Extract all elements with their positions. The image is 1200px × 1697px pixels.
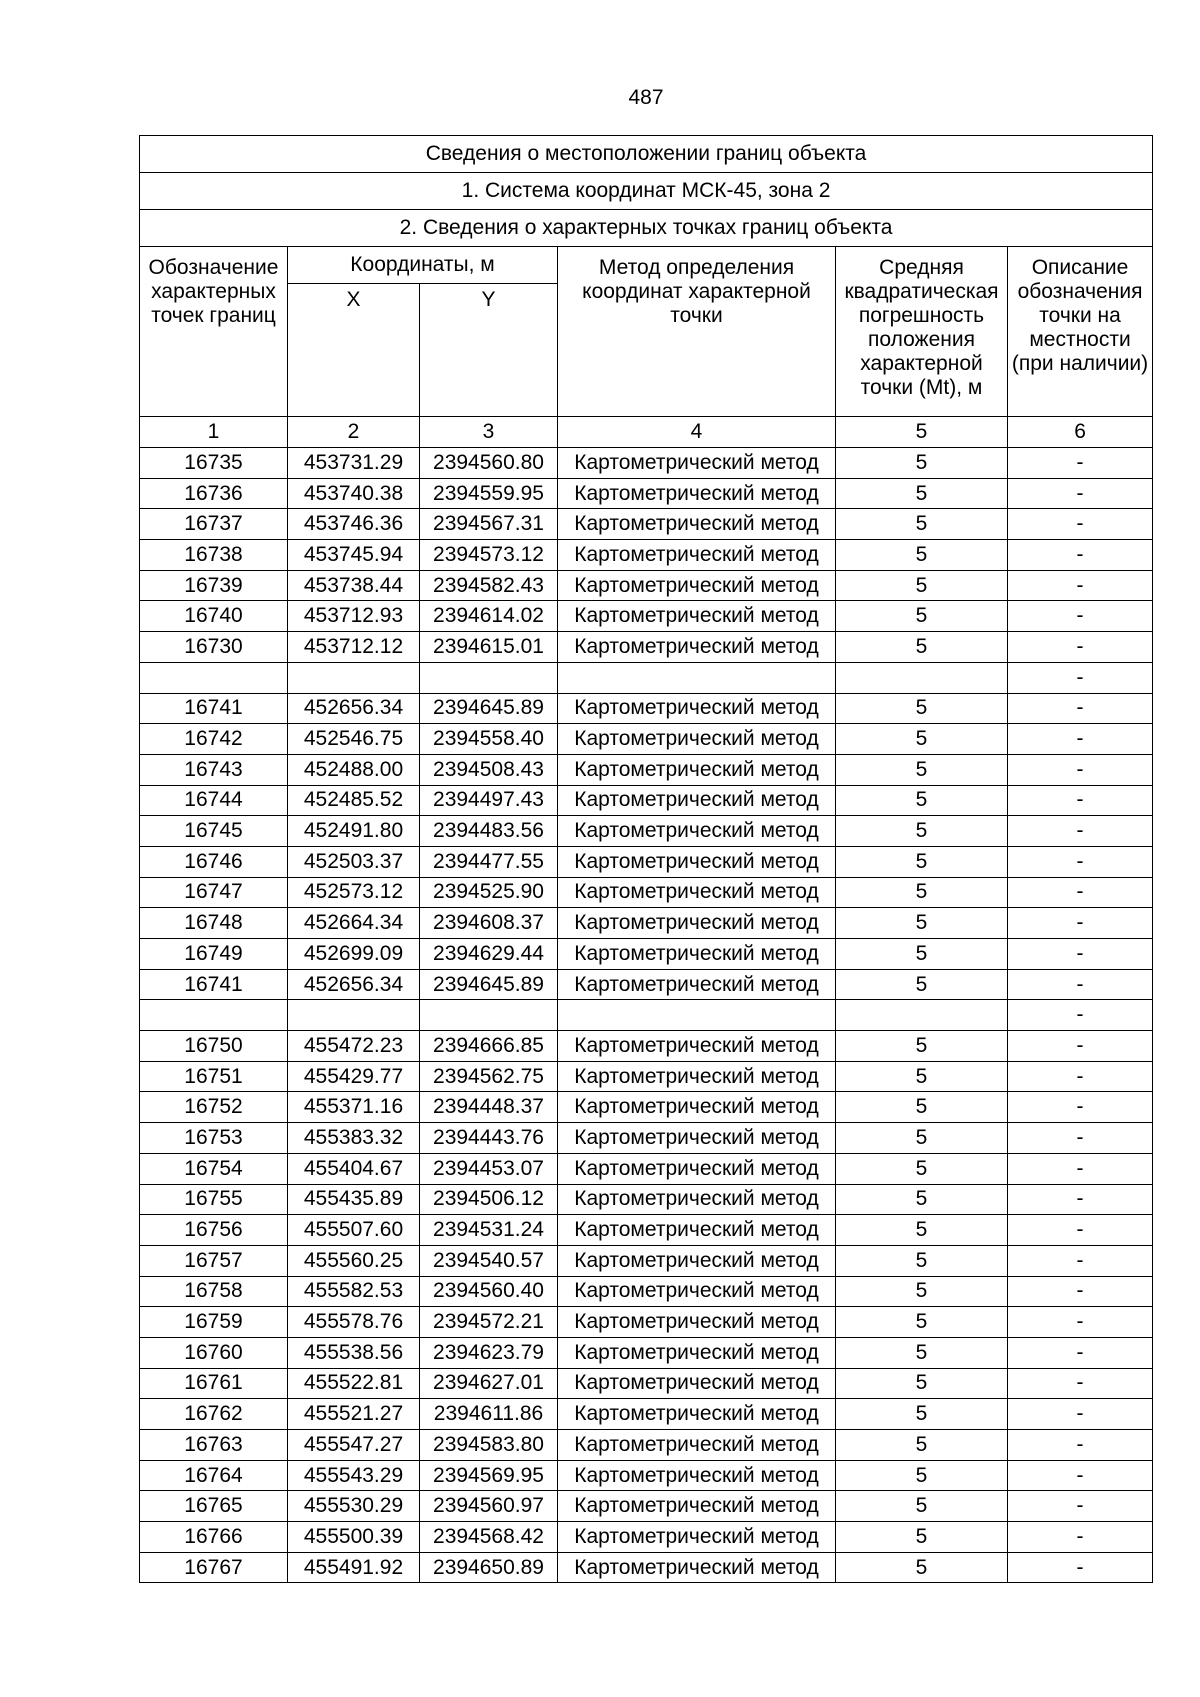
- x-coordinate-cell: 452699.09: [288, 939, 420, 970]
- y-coordinate-cell: 2394615.01: [420, 632, 558, 663]
- x-coordinate-cell: 453740.38: [288, 478, 420, 509]
- error-cell: 5: [836, 601, 1008, 632]
- y-coordinate-cell: 2394629.44: [420, 939, 558, 970]
- method-cell: Картометрический метод: [558, 540, 836, 571]
- table-row: [140, 632, 1153, 663]
- table-row: [140, 1430, 1153, 1461]
- method-cell: Картометрический метод: [558, 1399, 836, 1430]
- method-cell: Картометрический метод: [558, 1215, 836, 1246]
- point-id-cell: 16742: [140, 724, 288, 755]
- error-cell: 5: [836, 1307, 1008, 1338]
- table-row: [140, 1552, 1153, 1583]
- error-cell: 5: [836, 632, 1008, 663]
- x-coordinate-cell: 453746.36: [288, 509, 420, 540]
- error-cell: 5: [836, 1123, 1008, 1154]
- header-description: Описание обозначения точки на местности (при наличии): [1008, 247, 1153, 417]
- error-cell: 5: [836, 478, 1008, 509]
- method-cell: Картометрический метод: [558, 1522, 836, 1553]
- x-coordinate-cell: 455547.27: [288, 1430, 420, 1461]
- table-row: [140, 693, 1153, 724]
- error-cell: 5: [836, 908, 1008, 939]
- header-coordinates: Координаты, м: [288, 247, 558, 284]
- x-coordinate-cell: 455543.29: [288, 1460, 420, 1491]
- x-coordinate-cell: 455530.29: [288, 1491, 420, 1522]
- point-id-cell: 16759: [140, 1307, 288, 1338]
- description-cell: -: [1008, 1215, 1153, 1246]
- description-cell: -: [1008, 662, 1153, 693]
- point-id-cell: 16765: [140, 1491, 288, 1522]
- error-cell: 5: [836, 1215, 1008, 1246]
- table-row: [140, 1399, 1153, 1430]
- point-id-cell: 16764: [140, 1460, 288, 1491]
- method-cell: Картометрический метод: [558, 1552, 836, 1583]
- method-cell: Картометрический метод: [558, 570, 836, 601]
- table-row: [140, 1522, 1153, 1553]
- table-row: [140, 478, 1153, 509]
- description-cell: -: [1008, 1307, 1153, 1338]
- error-cell: 5: [836, 1184, 1008, 1215]
- error-cell: 5: [836, 1276, 1008, 1307]
- table-row: [140, 601, 1153, 632]
- x-coordinate-cell: 455521.27: [288, 1399, 420, 1430]
- header-y: Y: [420, 284, 558, 417]
- x-coordinate-cell: 455582.53: [288, 1276, 420, 1307]
- error-cell: 5: [836, 540, 1008, 571]
- point-id-cell: 16760: [140, 1337, 288, 1368]
- description-cell: -: [1008, 448, 1153, 479]
- error-cell: 5: [836, 877, 1008, 908]
- method-cell: Картометрический метод: [558, 1430, 836, 1461]
- y-coordinate-cell: 2394559.95: [420, 478, 558, 509]
- method-cell: Картометрический метод: [558, 1245, 836, 1276]
- point-id-cell: 16758: [140, 1276, 288, 1307]
- description-cell: -: [1008, 540, 1153, 571]
- point-id-cell: 16754: [140, 1153, 288, 1184]
- point-id-cell: 16737: [140, 509, 288, 540]
- point-id-cell: 16730: [140, 632, 288, 663]
- table-row: [140, 1153, 1153, 1184]
- x-coordinate-cell: 453712.12: [288, 632, 420, 663]
- error-cell: 5: [836, 785, 1008, 816]
- table-row: [140, 1460, 1153, 1491]
- y-coordinate-cell: 2394623.79: [420, 1337, 558, 1368]
- description-cell: -: [1008, 1337, 1153, 1368]
- point-id-cell: 16746: [140, 846, 288, 877]
- y-coordinate-cell: 2394569.95: [420, 1460, 558, 1491]
- table-row: [140, 1031, 1153, 1062]
- description-cell: -: [1008, 846, 1153, 877]
- error-cell: 5: [836, 1061, 1008, 1092]
- x-coordinate-cell: 452656.34: [288, 969, 420, 1000]
- error-cell: 5: [836, 1153, 1008, 1184]
- table-row: [140, 969, 1153, 1000]
- table-row: [140, 1368, 1153, 1399]
- point-id-cell: 16762: [140, 1399, 288, 1430]
- x-coordinate-cell: 455371.16: [288, 1092, 420, 1123]
- point-id-cell: 16752: [140, 1092, 288, 1123]
- point-id-cell: 16744: [140, 785, 288, 816]
- method-cell: Картометрический метод: [558, 1031, 836, 1062]
- description-cell: -: [1008, 478, 1153, 509]
- description-cell: -: [1008, 939, 1153, 970]
- error-cell: 5: [836, 570, 1008, 601]
- boundary-points-table: [139, 135, 1153, 1583]
- point-id-cell: [140, 662, 288, 693]
- method-cell: Картометрический метод: [558, 1092, 836, 1123]
- description-cell: -: [1008, 509, 1153, 540]
- description-cell: -: [1008, 1491, 1153, 1522]
- x-coordinate-cell: 453731.29: [288, 448, 420, 479]
- x-coordinate-cell: 455507.60: [288, 1215, 420, 1246]
- y-coordinate-cell: 2394645.89: [420, 969, 558, 1000]
- table-row: [140, 448, 1153, 479]
- x-coordinate-cell: 455538.56: [288, 1337, 420, 1368]
- y-coordinate-cell: 2394525.90: [420, 877, 558, 908]
- point-id-cell: 16755: [140, 1184, 288, 1215]
- point-id-cell: 16766: [140, 1522, 288, 1553]
- description-cell: -: [1008, 1245, 1153, 1276]
- table-row: [140, 908, 1153, 939]
- header-error: Средняя квадратическая погрешность положения характерной точки (Mt), м: [836, 247, 1008, 417]
- y-coordinate-cell: 2394443.76: [420, 1123, 558, 1154]
- point-id-cell: 16756: [140, 1215, 288, 1246]
- method-cell: Картометрический метод: [558, 1368, 836, 1399]
- y-coordinate-cell: 2394562.75: [420, 1061, 558, 1092]
- y-coordinate-cell: 2394453.07: [420, 1153, 558, 1184]
- description-cell: -: [1008, 1184, 1153, 1215]
- x-coordinate-cell: 452485.52: [288, 785, 420, 816]
- y-coordinate-cell: 2394582.43: [420, 570, 558, 601]
- description-cell: -: [1008, 1522, 1153, 1553]
- error-cell: 5: [836, 1491, 1008, 1522]
- error-cell: 5: [836, 1552, 1008, 1583]
- y-coordinate-cell: 2394477.55: [420, 846, 558, 877]
- y-coordinate-cell: 2394572.21: [420, 1307, 558, 1338]
- x-coordinate-cell: 452488.00: [288, 754, 420, 785]
- table-row: [140, 1337, 1153, 1368]
- description-cell: -: [1008, 1092, 1153, 1123]
- description-cell: -: [1008, 1123, 1153, 1154]
- y-coordinate-cell: 2394506.12: [420, 1184, 558, 1215]
- point-id-cell: 16757: [140, 1245, 288, 1276]
- point-id-cell: 16741: [140, 693, 288, 724]
- y-coordinate-cell: 2394573.12: [420, 540, 558, 571]
- x-coordinate-cell: 455429.77: [288, 1061, 420, 1092]
- error-cell: [836, 662, 1008, 693]
- method-cell: Картометрический метод: [558, 601, 836, 632]
- description-cell: -: [1008, 724, 1153, 755]
- y-coordinate-cell: 2394567.31: [420, 509, 558, 540]
- header-x: X: [288, 284, 420, 417]
- error-cell: 5: [836, 1245, 1008, 1276]
- y-coordinate-cell: 2394627.01: [420, 1368, 558, 1399]
- y-coordinate-cell: 2394558.40: [420, 724, 558, 755]
- description-cell: -: [1008, 754, 1153, 785]
- table-row: [140, 754, 1153, 785]
- description-cell: -: [1008, 1153, 1153, 1184]
- y-coordinate-cell: 2394560.80: [420, 448, 558, 479]
- error-cell: 5: [836, 969, 1008, 1000]
- x-coordinate-cell: 455578.76: [288, 1307, 420, 1338]
- x-coordinate-cell: 453745.94: [288, 540, 420, 571]
- x-coordinate-cell: 455472.23: [288, 1031, 420, 1062]
- description-cell: -: [1008, 570, 1153, 601]
- point-id-cell: 16736: [140, 478, 288, 509]
- point-id-cell: 16740: [140, 601, 288, 632]
- description-cell: -: [1008, 1399, 1153, 1430]
- table-row: [140, 877, 1153, 908]
- table-row: [140, 1307, 1153, 1338]
- y-coordinate-cell: 2394483.56: [420, 816, 558, 847]
- error-cell: 5: [836, 816, 1008, 847]
- table-row: [140, 1215, 1153, 1246]
- point-id-cell: 16738: [140, 540, 288, 571]
- description-cell: -: [1008, 1031, 1153, 1062]
- table-row: [140, 816, 1153, 847]
- description-cell: -: [1008, 632, 1153, 663]
- method-cell: Картометрический метод: [558, 509, 836, 540]
- y-coordinate-cell: [420, 1000, 558, 1031]
- error-cell: 5: [836, 1368, 1008, 1399]
- column-number: 3: [420, 417, 558, 448]
- point-id-cell: 16743: [140, 754, 288, 785]
- x-coordinate-cell: 452491.80: [288, 816, 420, 847]
- error-cell: 5: [836, 693, 1008, 724]
- description-cell: -: [1008, 1430, 1153, 1461]
- y-coordinate-cell: 2394540.57: [420, 1245, 558, 1276]
- description-cell: -: [1008, 1000, 1153, 1031]
- column-number: 5: [836, 417, 1008, 448]
- x-coordinate-cell: [288, 1000, 420, 1031]
- error-cell: 5: [836, 448, 1008, 479]
- table-row: [140, 846, 1153, 877]
- method-cell: [558, 1000, 836, 1031]
- description-cell: -: [1008, 1368, 1153, 1399]
- y-coordinate-cell: 2394608.37: [420, 908, 558, 939]
- point-id-cell: 16745: [140, 816, 288, 847]
- x-coordinate-cell: 455435.89: [288, 1184, 420, 1215]
- y-coordinate-cell: 2394448.37: [420, 1092, 558, 1123]
- x-coordinate-cell: 453738.44: [288, 570, 420, 601]
- column-number: 2: [288, 417, 420, 448]
- table-title: Сведения о местоположении границ объекта: [140, 136, 1153, 173]
- method-cell: Картометрический метод: [558, 969, 836, 1000]
- description-cell: -: [1008, 908, 1153, 939]
- method-cell: Картометрический метод: [558, 1460, 836, 1491]
- method-cell: Картометрический метод: [558, 785, 836, 816]
- x-coordinate-cell: 452546.75: [288, 724, 420, 755]
- point-id-cell: 16763: [140, 1430, 288, 1461]
- method-cell: Картометрический метод: [558, 632, 836, 663]
- header-method: Метод определения координат характерной точки: [558, 247, 836, 417]
- method-cell: Картометрический метод: [558, 693, 836, 724]
- method-cell: Картометрический метод: [558, 478, 836, 509]
- table-row: [140, 1276, 1153, 1307]
- description-cell: -: [1008, 693, 1153, 724]
- error-cell: 5: [836, 1460, 1008, 1491]
- point-id-cell: [140, 1000, 288, 1031]
- point-id-cell: 16749: [140, 939, 288, 970]
- x-coordinate-cell: 455491.92: [288, 1552, 420, 1583]
- error-cell: 5: [836, 509, 1008, 540]
- point-id-cell: 16735: [140, 448, 288, 479]
- point-id-cell: 16750: [140, 1031, 288, 1062]
- description-cell: -: [1008, 1552, 1153, 1583]
- y-coordinate-cell: 2394560.97: [420, 1491, 558, 1522]
- point-id-cell: 16741: [140, 969, 288, 1000]
- error-cell: 5: [836, 724, 1008, 755]
- y-coordinate-cell: 2394568.42: [420, 1522, 558, 1553]
- method-cell: Картометрический метод: [558, 1491, 836, 1522]
- y-coordinate-cell: 2394531.24: [420, 1215, 558, 1246]
- method-cell: Картометрический метод: [558, 448, 836, 479]
- y-coordinate-cell: 2394583.80: [420, 1430, 558, 1461]
- description-cell: -: [1008, 816, 1153, 847]
- x-coordinate-cell: 455383.32: [288, 1123, 420, 1154]
- point-id-cell: 16767: [140, 1552, 288, 1583]
- method-cell: Картометрический метод: [558, 1307, 836, 1338]
- table-row: [140, 662, 1153, 693]
- x-coordinate-cell: [288, 662, 420, 693]
- y-coordinate-cell: [420, 662, 558, 693]
- x-coordinate-cell: 455560.25: [288, 1245, 420, 1276]
- error-cell: 5: [836, 754, 1008, 785]
- method-cell: Картометрический метод: [558, 877, 836, 908]
- table-row: [140, 785, 1153, 816]
- description-cell: -: [1008, 1276, 1153, 1307]
- header-designation: Обозначение характерных точек границ: [140, 247, 288, 417]
- table-row: [140, 540, 1153, 571]
- error-cell: 5: [836, 1031, 1008, 1062]
- x-coordinate-cell: 455404.67: [288, 1153, 420, 1184]
- x-coordinate-cell: 455500.39: [288, 1522, 420, 1553]
- error-cell: 5: [836, 846, 1008, 877]
- description-cell: -: [1008, 969, 1153, 1000]
- x-coordinate-cell: 452656.34: [288, 693, 420, 724]
- method-cell: Картометрический метод: [558, 1153, 836, 1184]
- description-cell: -: [1008, 785, 1153, 816]
- error-cell: [836, 1000, 1008, 1031]
- table-row: [140, 1092, 1153, 1123]
- error-cell: 5: [836, 1399, 1008, 1430]
- method-cell: Картометрический метод: [558, 754, 836, 785]
- table-row: [140, 939, 1153, 970]
- method-cell: Картометрический метод: [558, 816, 836, 847]
- coordinate-system: 1. Система координат МСК-45, зона 2: [140, 173, 1153, 210]
- point-id-cell: 16751: [140, 1061, 288, 1092]
- description-cell: -: [1008, 601, 1153, 632]
- method-cell: Картометрический метод: [558, 939, 836, 970]
- table-row: [140, 1245, 1153, 1276]
- table-row: [140, 1184, 1153, 1215]
- point-id-cell: 16753: [140, 1123, 288, 1154]
- table-row: [140, 1061, 1153, 1092]
- method-cell: Картометрический метод: [558, 1123, 836, 1154]
- x-coordinate-cell: 452503.37: [288, 846, 420, 877]
- method-cell: Картометрический метод: [558, 1061, 836, 1092]
- table-row: [140, 1123, 1153, 1154]
- y-coordinate-cell: 2394508.43: [420, 754, 558, 785]
- error-cell: 5: [836, 1337, 1008, 1368]
- y-coordinate-cell: 2394497.43: [420, 785, 558, 816]
- x-coordinate-cell: 455522.81: [288, 1368, 420, 1399]
- description-cell: -: [1008, 1460, 1153, 1491]
- method-cell: Картометрический метод: [558, 724, 836, 755]
- method-cell: Картометрический метод: [558, 1337, 836, 1368]
- section-title: 2. Сведения о характерных точках границ объекта: [140, 210, 1153, 247]
- method-cell: [558, 662, 836, 693]
- table-row: [140, 1000, 1153, 1031]
- point-id-cell: 16748: [140, 908, 288, 939]
- method-cell: Картометрический метод: [558, 846, 836, 877]
- method-cell: Картометрический метод: [558, 908, 836, 939]
- error-cell: 5: [836, 1522, 1008, 1553]
- y-coordinate-cell: 2394650.89: [420, 1552, 558, 1583]
- y-coordinate-cell: 2394666.85: [420, 1031, 558, 1062]
- error-cell: 5: [836, 1430, 1008, 1461]
- table-row: [140, 724, 1153, 755]
- x-coordinate-cell: 452573.12: [288, 877, 420, 908]
- y-coordinate-cell: 2394645.89: [420, 693, 558, 724]
- column-number: 1: [140, 417, 288, 448]
- description-cell: -: [1008, 1061, 1153, 1092]
- page-number: 487: [628, 86, 664, 109]
- table-row: [140, 509, 1153, 540]
- method-cell: Картометрический метод: [558, 1184, 836, 1215]
- y-coordinate-cell: 2394560.40: [420, 1276, 558, 1307]
- table-row: [140, 570, 1153, 601]
- description-cell: -: [1008, 877, 1153, 908]
- error-cell: 5: [836, 1092, 1008, 1123]
- y-coordinate-cell: 2394614.02: [420, 601, 558, 632]
- point-id-cell: 16747: [140, 877, 288, 908]
- x-coordinate-cell: 452664.34: [288, 908, 420, 939]
- y-coordinate-cell: 2394611.86: [420, 1399, 558, 1430]
- error-cell: 5: [836, 939, 1008, 970]
- column-number: 6: [1008, 417, 1153, 448]
- table-row: [140, 1491, 1153, 1522]
- point-id-cell: 16761: [140, 1368, 288, 1399]
- column-number: 4: [558, 417, 836, 448]
- x-coordinate-cell: 453712.93: [288, 601, 420, 632]
- method-cell: Картометрический метод: [558, 1276, 836, 1307]
- point-id-cell: 16739: [140, 570, 288, 601]
